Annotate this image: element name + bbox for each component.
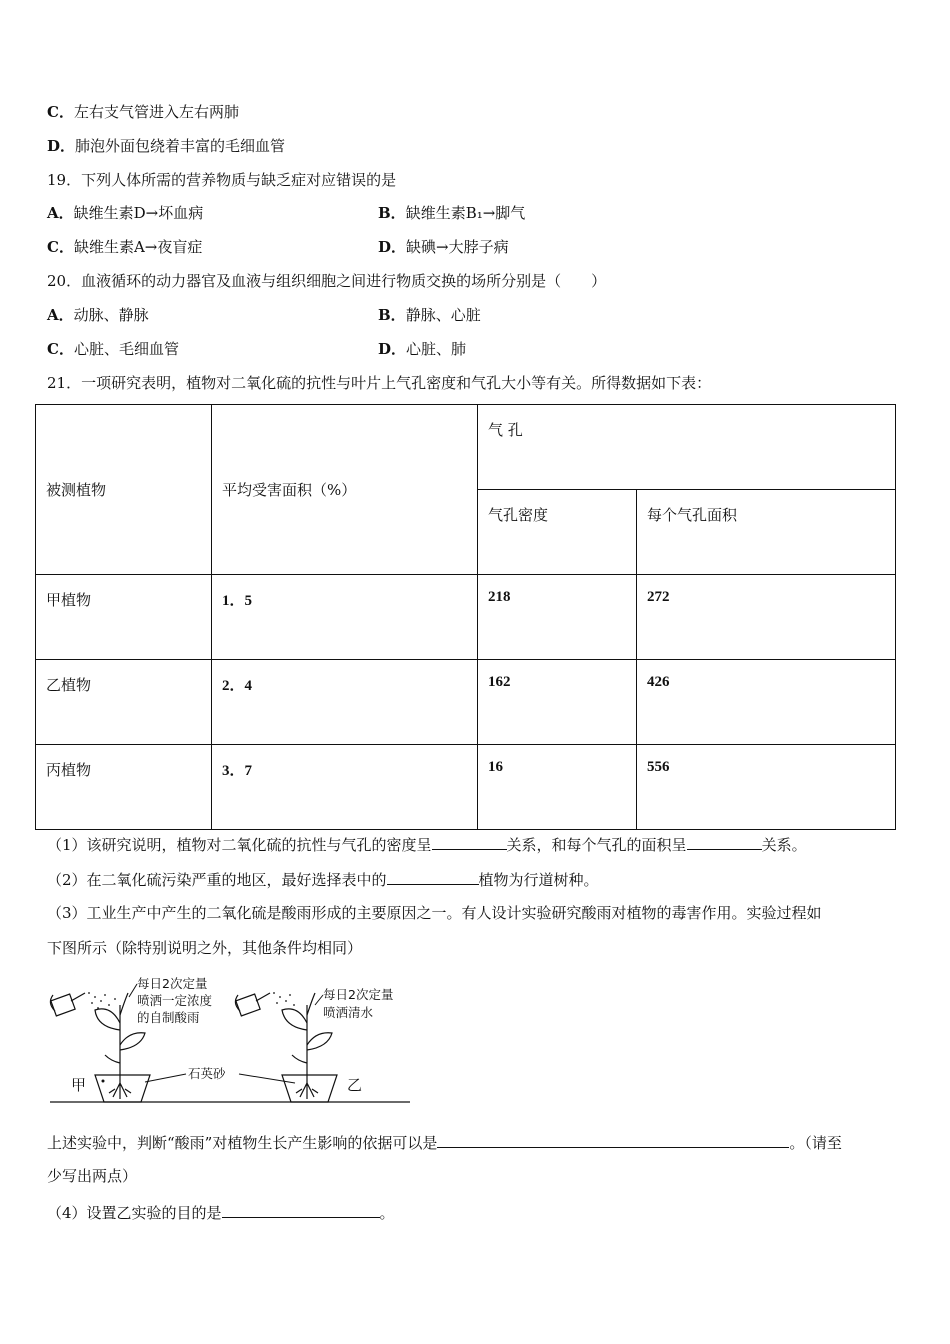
left-note-line3: 的自制酸雨	[137, 1010, 200, 1025]
right-note-line2: 喷洒清水	[323, 1005, 374, 1020]
watering-can-icon	[50, 993, 85, 1016]
pointer-line	[129, 984, 137, 997]
cell-size: 272	[637, 575, 896, 660]
q20-stem: 20．血液循环的动力器官及血液与组织细胞之间进行物质交换的场所分别是（ ）	[47, 272, 607, 290]
q20-option-d: D．心脏、肺	[378, 340, 467, 358]
header-stomata-group: 气 孔	[478, 405, 896, 490]
q19-stem: 19．下列人体所需的营养物质与缺乏症对应错误的是	[47, 171, 397, 189]
pointer-line	[145, 1074, 186, 1082]
spray-droplets-icon	[273, 992, 295, 1006]
q19-option-b: B．缺维生素B₁→脚气	[378, 204, 526, 222]
cell-plant: 甲植物	[36, 575, 212, 660]
cell-area: 2．4	[212, 660, 478, 745]
table-row	[36, 575, 896, 660]
spray-droplets-icon	[88, 992, 116, 1009]
cell-area: 1．5	[212, 575, 478, 660]
cell-plant: 乙植物	[36, 660, 212, 745]
q18-option-d: D．肺泡外面包绕着丰富的毛细血管	[47, 137, 286, 155]
cell-plant: 丙植物	[36, 745, 212, 830]
header-stomata-size: 每个气孔面积	[637, 490, 896, 575]
answer-blank[interactable]	[222, 1201, 380, 1218]
table-row	[36, 745, 896, 830]
pot-label-jia: 甲	[71, 1076, 87, 1094]
q20-option-c: C．心脏、毛细血管	[47, 340, 179, 358]
answer-blank[interactable]	[432, 833, 507, 850]
q20-option-a: A．动脉、静脉	[47, 306, 149, 324]
q21-part3-line2: 下图所示（除特别说明之外，其他条件均相同）	[47, 939, 363, 957]
acid-rain-experiment-figure	[45, 975, 415, 1110]
q19-option-a: A．缺维生素D→坏血病	[47, 204, 204, 222]
right-note-line1: 每日2次定量	[323, 987, 394, 1002]
cell-size: 426	[637, 660, 896, 745]
q21-part2: （2）在二氧化硫污染严重的地区，最好选择表中的 植物为行道树种。	[47, 868, 599, 890]
answer-blank[interactable]	[687, 833, 762, 850]
stomata-data-table	[35, 404, 896, 830]
q20-option-b: B．静脉、心脏	[378, 306, 481, 324]
cell-density: 162	[478, 660, 637, 745]
quartz-sand-label: 石英砂	[188, 1066, 226, 1081]
q19-option-c: C．缺维生素A→夜盲症	[47, 238, 203, 256]
header-plant: 被测植物	[36, 405, 212, 575]
q21-part1: （1）该研究说明，植物对二氧化硫的抗性与气孔的密度呈 关系，和每个气孔的面积呈 关系。	[47, 833, 807, 855]
answer-blank[interactable]	[437, 1131, 789, 1148]
cell-density: 218	[478, 575, 637, 660]
cell-density: 16	[478, 745, 637, 830]
q21-part4: （4）设置乙实验的目的是 。	[47, 1201, 395, 1223]
q19-option-d: D．缺碘→大脖子病	[378, 238, 509, 256]
q21-part3-line1: （3）工业生产中产生的二氧化硫是酸雨形成的主要原因之一。有人设计实验研究酸雨对植物的毒害作用。实验过程如	[47, 904, 822, 922]
header-stomata-density: 气孔密度	[478, 490, 637, 575]
q21-part3-question-line2: 少写出两点）	[47, 1167, 138, 1185]
left-note-line1: 每日2次定量	[137, 976, 208, 991]
q21-part3-question: 上述实验中，判断“酸雨”对植物生长产生影响的依据可以是 。（请至	[47, 1131, 842, 1153]
cell-size: 556	[637, 745, 896, 830]
cell-area: 3．7	[212, 745, 478, 830]
pointer-line	[315, 995, 323, 1005]
plant-icon	[95, 993, 145, 1099]
sand-grain	[102, 1080, 105, 1083]
left-note-line2: 喷洒一定浓度	[137, 993, 213, 1008]
header-damage-area: 平均受害面积（%）	[212, 405, 478, 575]
table-row	[36, 660, 896, 745]
q18-option-c: C．左右支气管进入左右两肺	[47, 103, 239, 121]
watering-can-icon	[235, 993, 270, 1016]
q21-stem: 21．一项研究表明，植物对二氧化硫的抗性与叶片上气孔密度和气孔大小等有关。所得数据如下表：	[47, 374, 712, 392]
pot-label-yi: 乙	[347, 1076, 363, 1094]
answer-blank[interactable]	[387, 868, 479, 885]
